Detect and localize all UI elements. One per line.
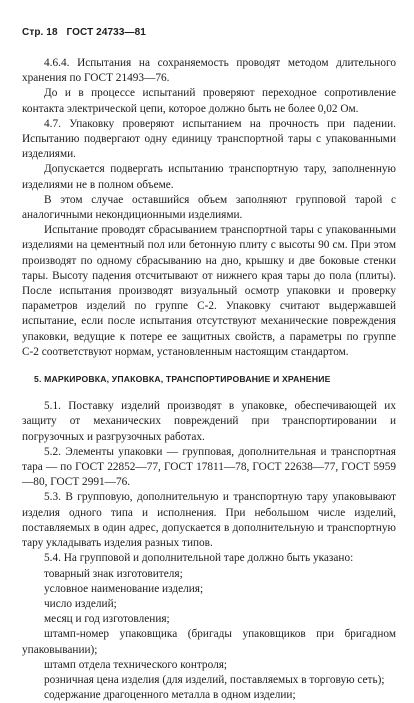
list-item: содержание драгоценного металла в одном изделии; (44, 689, 296, 702)
paragraph-5-2: 5.2. Элементы упаковки — групповая, дополнительная и транспортная тара — по ГОСТ 22852—77, ГОСТ 17811—78, ГОСТ 22638—77, ГОСТ 5959—80, ГОСТ 2991—76. (22, 445, 396, 489)
paragraph-4-6-4: 4.6.4. Испытания на сохраняемость проводят методом длительного хранения по ГОСТ 21493—76. (22, 57, 396, 85)
page-number: Стр. 18 (22, 27, 58, 38)
list-item: число изделий; (44, 597, 117, 610)
paragraph-5-3: 5.3. В групповую, дополнительную и транспортную тару упаковывают изделия одного типа и исполнения. При небольшом числе изделий, поставляемых в один адрес, допускается в дополнительную и транспортную тару укладывать изделия разных типов. (22, 491, 396, 550)
paragraph-partial-fill: Допускается подвергать испытанию транспортную тару, заполненную изделиями не в полном объеме. (22, 163, 396, 191)
list-item: штамп-номер упаковщика (бригады упаковщиков при бригадном упаковывании); (22, 628, 396, 656)
list-item: месяц и год изготовления; (44, 613, 170, 626)
paragraph-5-4: 5.4. На групповой и дополнительной таре должно быть указано: (44, 552, 354, 565)
list-item: розничная цена изделия (для изделий, поставляемых в торговую сеть); (44, 673, 385, 686)
list-item: штамп отдела технического контроля; (44, 658, 228, 671)
paragraph-5-1: 5.1. Поставку изделий производят в упаковке, обеспечивающей их защиту от механических повреждений при транспортировании и погрузочных и разгрузочных работах. (22, 400, 396, 443)
section-5-heading: 5. МАРКИРОВКА, УПАКОВКА, ТРАНСПОРТИРОВАНИЕ И ХРАНЕНИЕ (34, 374, 331, 385)
paragraph-drop-test: Испытание проводят сбрасыванием транспортной тары с упакованными изделиями на цементный пол или бетонную плиту с высоты 90 см. При этом производят по одному сбрасыванию на дно, крышку и две боковые стенки тары. Высоту падения отсчитывают от нижнего края тары до пола (плиты). После испытания производят визуальный осмотр упаковки и проверку параметров изделий по группе С-2. Упаковку считают выдержавшей испытание, если после испытания отсутствуют механические повреждения упаковки, ведущие к потере ее защитных свойств, а параметры по группе С-2 соответствуют нормам, установленным настоящим стандартом. (22, 224, 396, 358)
paragraph-4-7: 4.7. Упаковку проверяют испытанием на прочность при падении. Испытанию подвергают одну единицу транспортной тары с упакованными изделиями. (22, 117, 396, 161)
paragraph-contact-resistance: До и в процессе испытаний проверяют переходное сопротивление контакта электрической цепи, которое должно быть не более 0,02 Ом. (22, 87, 396, 115)
paragraph-remaining-volume: В этом случае оставшийся объем заполняют групповой тарой с аналогичными некондиционными изделиями. (22, 193, 396, 222)
standard-code: ГОСТ 24733—81 (66, 27, 146, 38)
page-header (22, 27, 152, 38)
list-item: товарный знак изготовителя; (44, 567, 183, 580)
list-item: условное наименование изделия; (44, 582, 204, 595)
document-body (22, 56, 396, 703)
